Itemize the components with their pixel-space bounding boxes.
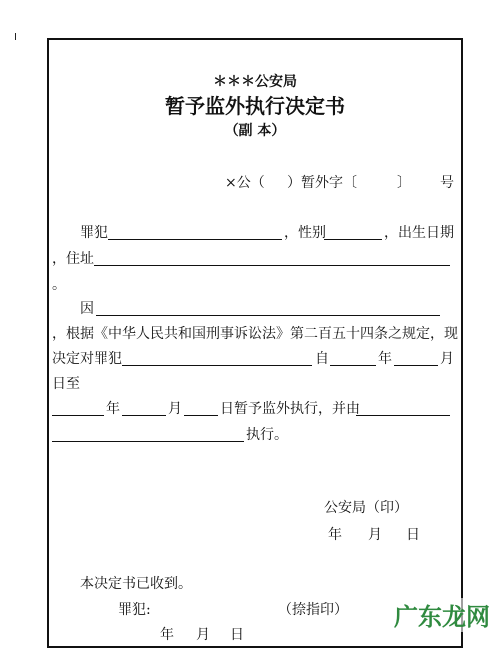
document-title: 暂予监外执行决定书 bbox=[165, 94, 345, 118]
field-to-month[interactable] bbox=[122, 415, 166, 416]
fingerprint-label: （捺指印） bbox=[278, 602, 348, 618]
field-to-year[interactable] bbox=[52, 415, 104, 416]
label-sex: ，性别 bbox=[284, 225, 326, 241]
label-day-to: 日至 bbox=[52, 376, 80, 392]
field-decide-criminal[interactable] bbox=[122, 365, 312, 366]
label-because: 因 bbox=[80, 301, 94, 317]
label-year-1: 年 bbox=[378, 351, 392, 367]
label-from: 自 bbox=[315, 351, 329, 367]
receipt-date-year: 年 bbox=[160, 627, 174, 643]
label-year-2: 年 bbox=[106, 401, 120, 417]
date-day: 日 bbox=[406, 527, 420, 543]
legal-basis: ，根据《中华人民共和国刑事诉讼法》第二百五十四条之规定，现 bbox=[52, 326, 458, 342]
date-month: 月 bbox=[368, 527, 382, 543]
label-criminal: 罪犯 bbox=[80, 225, 108, 241]
period-mark: 。 bbox=[52, 277, 66, 293]
ref-mid: ）暂外字〔 bbox=[287, 175, 357, 191]
label-month-2: 月 bbox=[168, 401, 182, 417]
field-executing-org[interactable] bbox=[356, 415, 450, 416]
agency-name: ＊＊＊公安局 bbox=[213, 74, 297, 90]
label-decide: 决定对罪犯 bbox=[52, 351, 122, 367]
signer-label: 罪犯: bbox=[118, 602, 151, 618]
field-sex[interactable] bbox=[324, 239, 382, 240]
label-month-1: 月 bbox=[440, 351, 454, 367]
ref-prefix: ×公（ bbox=[225, 175, 265, 191]
field-from-year[interactable] bbox=[330, 365, 376, 366]
label-address: ，住址 bbox=[52, 251, 94, 267]
field-from-month[interactable] bbox=[394, 365, 438, 366]
date-year: 年 bbox=[328, 527, 342, 543]
receipt-text: 本决定书已收到。 bbox=[80, 576, 192, 592]
watermark-logo: 广东龙网 bbox=[394, 603, 490, 631]
ref-bracket-close: 〕 bbox=[397, 175, 411, 191]
field-to-day[interactable] bbox=[184, 415, 218, 416]
field-address[interactable] bbox=[94, 265, 450, 266]
ref-suffix: 号 bbox=[440, 175, 454, 191]
field-executing-org-cont[interactable] bbox=[52, 441, 244, 442]
receipt-date-day: 日 bbox=[230, 627, 244, 643]
margin-mark bbox=[15, 33, 16, 40]
label-birth: ，出生日期 bbox=[384, 225, 454, 241]
field-criminal-name[interactable] bbox=[108, 239, 282, 240]
label-execute: 执行。 bbox=[246, 427, 288, 443]
label-execution-tail: 日暂予监外执行，并由 bbox=[220, 401, 360, 417]
field-reason[interactable] bbox=[96, 315, 440, 316]
seal-line: 公安局（印） bbox=[324, 500, 408, 516]
document-subtitle: （副 本） bbox=[224, 123, 286, 139]
receipt-date-month: 月 bbox=[196, 627, 210, 643]
